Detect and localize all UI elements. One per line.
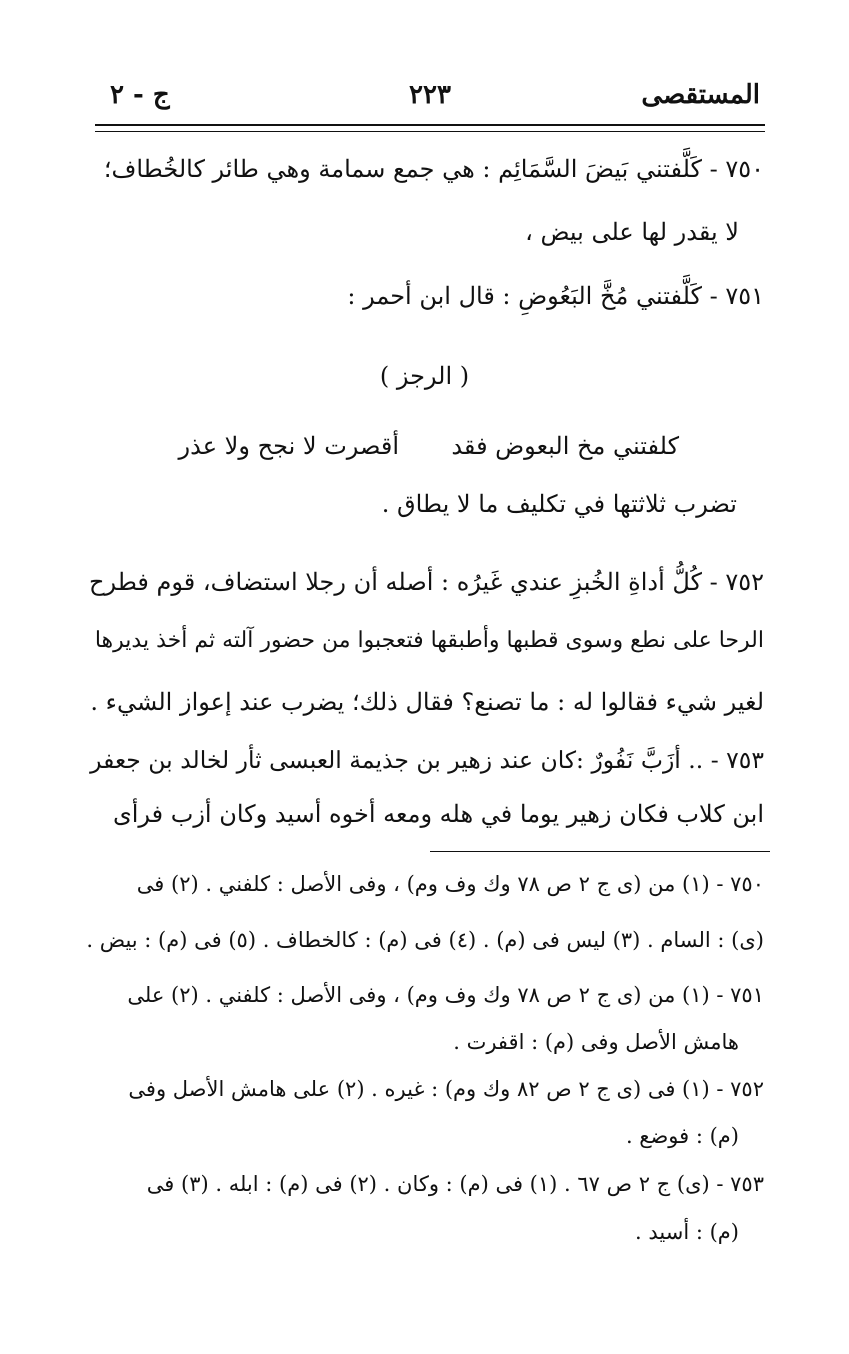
entry-752-line-2: الرحا على نطع وسوى قطبها وأطبقها فتعجبوا من حضور آلته ثم أخذ يديرها [94, 628, 764, 653]
entry-752-line-1: ٧٥٢ - كُلُّ أداةِ الخُبزِ عندي غَيرُه : أصله أن رجلا استضاف، قوم فطرح [88, 568, 764, 596]
entry-750-line-2: لا يقدر لها على بيض ، [525, 218, 739, 246]
verse-note: تضرب ثلاثتها في تكليف ما لا يطاق . [381, 490, 737, 518]
page-number: ٢٢٣ [409, 80, 451, 110]
footnote-753-line-2: (م) : أسيد . [635, 1220, 739, 1244]
footnote-752-line-2: (م) : فوضع . [625, 1124, 739, 1148]
footnote-752-line-1: ٧٥٢ - (١) فى (ى ج ٢ ص ٨٢ وك وم) : غيره . (٢) على هامش الأصل وفى [128, 1077, 764, 1101]
entry-750-line-1: ٧٥٠ - كَلَّفتني بَيضَ السَّمَائِم : هي جمع سمامة وهي طائر كالخُطاف؛ [103, 155, 764, 183]
entry-751-line-1: ٧٥١ - كَلَّفتني مُخَّ البَعُوضِ : قال ابن أحمر : [347, 282, 764, 310]
verse-hemistich-2: أقصرت لا نجح ولا عذر [178, 432, 399, 460]
footnote-750-line-2: (ى) : السام . (٣) ليس فى (م) . (٤) فى (م) : كالخطاف . (٥) فى (م) : بيض . [86, 928, 764, 952]
header-rule [95, 124, 765, 126]
volume-label: ج - ٢ [110, 80, 170, 110]
entry-752-line-3: لغير شيء فقالوا له : ما تصنع؟ فقال ذلك؛ يضرب عند إعواز الشيء . [90, 688, 764, 716]
entry-753-line-1: ٧٥٣ - .. أزَبَّ نَفُورٌ :كان عند زهير بن جذيمة العبسى ثأر لخالد بن جعفر [90, 746, 764, 774]
footnote-751-line-1: ٧٥١ - (١) من (ى ج ٢ ص ٧٨ وك وف وم) ، وفى الأصل : كلفني . (٢) على [127, 983, 764, 1007]
verse-hemistich-1: كلفتني مخ البعوض فقد [451, 432, 679, 460]
footnote-751-line-2: هامش الأصل وفى (م) : اقفرت . [453, 1030, 739, 1054]
book-title: المستقصى [641, 80, 760, 110]
entry-753-line-2: ابن كلاب فكان زهير يوما في هله ومعه أخوه أسيد وكان أزب فرأى [112, 800, 764, 828]
meter-label: ( الرجز ) [379, 362, 470, 390]
footnote-750-line-1: ٧٥٠ - (١) من (ى ج ٢ ص ٧٨ وك وف وم) ، وفى الأصل : كلفني . (٢) فى [136, 872, 764, 896]
footnote-753-line-1: ٧٥٣ - (ى) ج ٢ ص ٦٧ . (١) فى (م) : وكان . (٢) فى (م) : ابله . (٣) فى [146, 1172, 764, 1196]
header-rule-thin [95, 131, 765, 132]
footnote-rule [430, 851, 770, 852]
running-header [100, 80, 760, 120]
